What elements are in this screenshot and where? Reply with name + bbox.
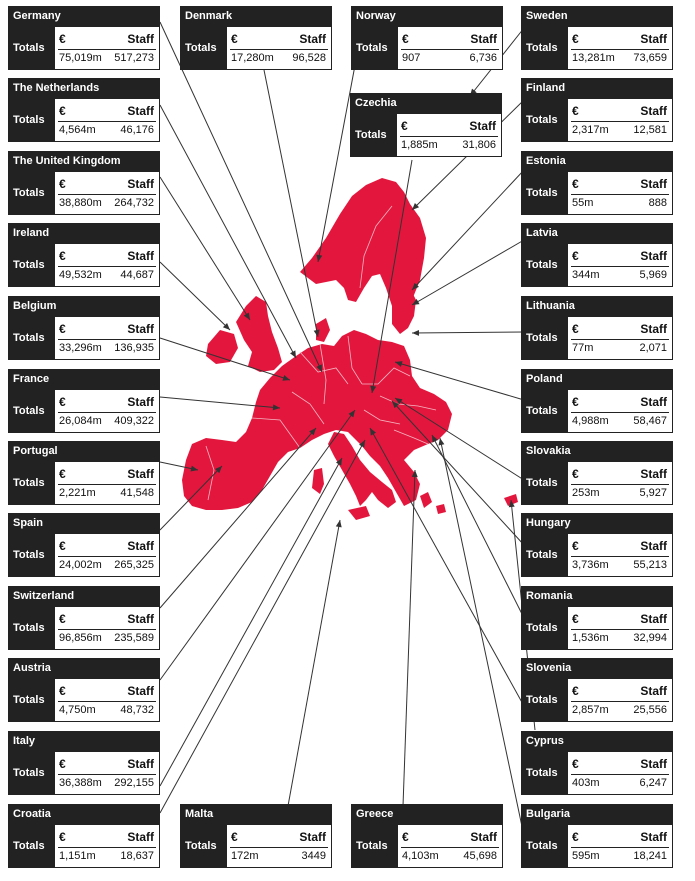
- staff-value: 2,071: [639, 342, 667, 354]
- euro-value: 2,317m: [572, 124, 609, 136]
- country-panel-portugal: [8, 441, 160, 505]
- country-name: Czechia: [350, 93, 502, 113]
- totals-label: Totals: [180, 26, 227, 70]
- divider: [58, 339, 156, 340]
- divider: [571, 49, 669, 50]
- currency-header: €: [572, 249, 579, 263]
- values-cell: [55, 171, 160, 215]
- divider: [571, 194, 669, 195]
- staff-value: 264,732: [114, 197, 154, 209]
- arrowhead-lithuania: [412, 330, 419, 336]
- staff-value: 292,155: [114, 777, 154, 789]
- staff-value: 73,659: [633, 52, 667, 64]
- country-name: Romania: [521, 586, 673, 606]
- country-name: Belgium: [8, 296, 160, 316]
- country-panel-norway: [351, 6, 503, 70]
- euro-value: 4,750m: [59, 704, 96, 716]
- staff-value: 31,806: [462, 139, 496, 151]
- currency-header: €: [59, 32, 66, 46]
- divider: [58, 484, 156, 485]
- country-panel-the-netherlands: [8, 78, 160, 142]
- euro-value: 4,564m: [59, 124, 96, 136]
- currency-header: €: [572, 684, 579, 698]
- currency-header: €: [572, 104, 579, 118]
- euro-value: 24,002m: [59, 559, 102, 571]
- divider: [230, 847, 328, 848]
- country-name: The Netherlands: [8, 78, 160, 98]
- divider: [58, 266, 156, 267]
- currency-header: €: [59, 612, 66, 626]
- divider: [230, 49, 328, 50]
- currency-header: €: [572, 177, 579, 191]
- country-panel-finland: [521, 78, 673, 142]
- leader-line-lithuania: [412, 332, 524, 333]
- values-cell: [55, 243, 160, 287]
- country-name: Switzerland: [8, 586, 160, 606]
- divider: [58, 701, 156, 702]
- values-cell: [55, 461, 160, 505]
- country-panel-croatia: [8, 804, 160, 868]
- euro-value: 3,736m: [572, 559, 609, 571]
- country-panel-sweden: [521, 6, 673, 70]
- currency-header: €: [572, 32, 579, 46]
- country-name: Slovakia: [521, 441, 673, 461]
- staff-value: 12,581: [633, 124, 667, 136]
- currency-header: €: [59, 395, 66, 409]
- euro-value: 344m: [572, 269, 600, 281]
- country-name: Latvia: [521, 223, 673, 243]
- staff-header: Staff: [127, 104, 154, 118]
- country-panel-italy: [8, 731, 160, 795]
- divider: [571, 556, 669, 557]
- currency-header: €: [59, 104, 66, 118]
- staff-header: Staff: [640, 539, 667, 553]
- totals-label: Totals: [8, 171, 55, 215]
- leader-line-greece: [403, 470, 415, 806]
- country-panel-spain: [8, 513, 160, 577]
- staff-header: Staff: [127, 612, 154, 626]
- country-name: Portugal: [8, 441, 160, 461]
- staff-header: Staff: [127, 395, 154, 409]
- totals-label: Totals: [521, 606, 568, 650]
- euro-value: 1,536m: [572, 632, 609, 644]
- euro-value: 36,388m: [59, 777, 102, 789]
- currency-header: €: [402, 830, 409, 844]
- arrowhead-malta: [336, 520, 342, 527]
- country-panel-france: [8, 369, 160, 433]
- staff-value: 44,687: [120, 269, 154, 281]
- currency-header: €: [59, 757, 66, 771]
- country-panel-greece: [351, 804, 503, 868]
- divider: [401, 49, 499, 50]
- country-name: Poland: [521, 369, 673, 389]
- staff-value: 41,548: [120, 487, 154, 499]
- staff-value: 517,273: [114, 52, 154, 64]
- totals-label: Totals: [351, 26, 398, 70]
- staff-header: Staff: [470, 830, 497, 844]
- totals-label: Totals: [521, 316, 568, 360]
- currency-header: €: [59, 684, 66, 698]
- country-panel-slovakia: [521, 441, 673, 505]
- divider: [58, 194, 156, 195]
- country-panel-belgium: [8, 296, 160, 360]
- staff-header: Staff: [640, 612, 667, 626]
- totals-label: Totals: [521, 533, 568, 577]
- divider: [571, 484, 669, 485]
- staff-header: Staff: [640, 177, 667, 191]
- staff-header: Staff: [640, 467, 667, 481]
- values-cell: [227, 26, 332, 70]
- staff-value: 3449: [301, 850, 326, 862]
- currency-header: €: [59, 322, 66, 336]
- country-name: Denmark: [180, 6, 332, 26]
- totals-label: Totals: [521, 243, 568, 287]
- staff-header: Staff: [127, 684, 154, 698]
- country-name: Norway: [351, 6, 503, 26]
- country-panel-germany: [8, 6, 160, 70]
- totals-label: Totals: [350, 113, 397, 157]
- euro-value: 26,084m: [59, 415, 102, 427]
- euro-value: 4,988m: [572, 415, 609, 427]
- divider: [58, 556, 156, 557]
- euro-value: 33,296m: [59, 342, 102, 354]
- currency-header: €: [59, 539, 66, 553]
- staff-value: 96,528: [292, 52, 326, 64]
- staff-header: Staff: [640, 757, 667, 771]
- values-cell: [55, 533, 160, 577]
- country-panel-switzerland: [8, 586, 160, 650]
- staff-value: 5,969: [639, 269, 667, 281]
- totals-label: Totals: [351, 824, 398, 868]
- currency-header: €: [572, 830, 579, 844]
- country-name: Germany: [8, 6, 160, 26]
- values-cell: [55, 606, 160, 650]
- divider: [571, 121, 669, 122]
- currency-header: €: [231, 32, 238, 46]
- country-panel-romania: [521, 586, 673, 650]
- country-panel-hungary: [521, 513, 673, 577]
- country-panel-bulgaria: [521, 804, 673, 868]
- values-cell: [55, 678, 160, 722]
- values-cell: [568, 606, 673, 650]
- staff-header: Staff: [640, 249, 667, 263]
- country-panel-ireland: [8, 223, 160, 287]
- euro-value: 1,151m: [59, 850, 96, 862]
- values-cell: [55, 316, 160, 360]
- currency-header: €: [572, 757, 579, 771]
- totals-label: Totals: [8, 98, 55, 142]
- country-name: Estonia: [521, 151, 673, 171]
- currency-header: €: [572, 467, 579, 481]
- staff-header: Staff: [640, 684, 667, 698]
- land-shape-11: [436, 504, 446, 514]
- land-shape-3: [236, 296, 282, 372]
- staff-value: 6,247: [639, 777, 667, 789]
- totals-label: Totals: [8, 606, 55, 650]
- country-panel-poland: [521, 369, 673, 433]
- euro-value: 96,856m: [59, 632, 102, 644]
- totals-label: Totals: [180, 824, 227, 868]
- staff-value: 888: [648, 197, 667, 209]
- values-cell: [568, 678, 673, 722]
- staff-header: Staff: [640, 322, 667, 336]
- leader-line-italy: [160, 458, 342, 786]
- country-panel-slovenia: [521, 658, 673, 722]
- staff-value: 18,241: [633, 850, 667, 862]
- country-panel-lithuania: [521, 296, 673, 360]
- staff-header: Staff: [299, 830, 326, 844]
- totals-label: Totals: [521, 824, 568, 868]
- staff-value: 136,935: [114, 342, 154, 354]
- totals-label: Totals: [521, 171, 568, 215]
- currency-header: €: [59, 177, 66, 191]
- divider: [58, 774, 156, 775]
- currency-header: €: [59, 467, 66, 481]
- staff-header: Staff: [127, 830, 154, 844]
- staff-value: 48,732: [120, 704, 154, 716]
- values-cell: [568, 316, 673, 360]
- euro-value: 403m: [572, 777, 600, 789]
- country-panel-czechia: [350, 93, 502, 157]
- totals-label: Totals: [521, 678, 568, 722]
- currency-header: €: [572, 539, 579, 553]
- divider: [58, 49, 156, 50]
- country-name: Malta: [180, 804, 332, 824]
- divider: [571, 412, 669, 413]
- staff-value: 5,927: [639, 487, 667, 499]
- country-name: Lithuania: [521, 296, 673, 316]
- euro-value: 75,019m: [59, 52, 102, 64]
- totals-label: Totals: [521, 461, 568, 505]
- euro-value: 253m: [572, 487, 600, 499]
- country-name: Slovenia: [521, 658, 673, 678]
- values-cell: [55, 98, 160, 142]
- country-name: France: [8, 369, 160, 389]
- divider: [571, 339, 669, 340]
- divider: [571, 266, 669, 267]
- staff-value: 46,176: [120, 124, 154, 136]
- totals-label: Totals: [8, 678, 55, 722]
- euro-value: 595m: [572, 850, 600, 862]
- staff-value: 25,556: [633, 704, 667, 716]
- currency-header: €: [59, 249, 66, 263]
- land-shape-8: [348, 506, 370, 520]
- euro-value: 13,281m: [572, 52, 615, 64]
- country-name: Austria: [8, 658, 160, 678]
- values-cell: [55, 751, 160, 795]
- divider: [400, 136, 498, 137]
- euro-value: 17,280m: [231, 52, 274, 64]
- values-cell: [568, 26, 673, 70]
- currency-header: €: [59, 830, 66, 844]
- staff-header: Staff: [640, 32, 667, 46]
- country-panel-latvia: [521, 223, 673, 287]
- staff-value: 6,736: [469, 52, 497, 64]
- divider: [571, 847, 669, 848]
- values-cell: [398, 824, 503, 868]
- country-name: Ireland: [8, 223, 160, 243]
- values-cell: [568, 461, 673, 505]
- country-panel-austria: [8, 658, 160, 722]
- totals-label: Totals: [521, 751, 568, 795]
- land-shape-10: [420, 492, 432, 508]
- leader-line-malta: [288, 520, 340, 806]
- values-cell: [55, 824, 160, 868]
- totals-label: Totals: [8, 751, 55, 795]
- land-shape-4: [206, 330, 238, 364]
- staff-value: 58,467: [633, 415, 667, 427]
- staff-value: 235,589: [114, 632, 154, 644]
- euro-value: 172m: [231, 850, 259, 862]
- values-cell: [55, 389, 160, 433]
- values-cell: [227, 824, 332, 868]
- currency-header: €: [572, 395, 579, 409]
- totals-label: Totals: [8, 243, 55, 287]
- leader-line-the-united-kingdom: [160, 177, 250, 320]
- land-shape-7: [312, 468, 324, 494]
- staff-header: Staff: [640, 395, 667, 409]
- totals-label: Totals: [8, 26, 55, 70]
- totals-label: Totals: [521, 26, 568, 70]
- country-panel-denmark: [180, 6, 332, 70]
- staff-header: Staff: [127, 32, 154, 46]
- staff-header: Staff: [127, 249, 154, 263]
- country-name: Italy: [8, 731, 160, 751]
- staff-header: Staff: [470, 32, 497, 46]
- totals-label: Totals: [521, 98, 568, 142]
- country-name: Finland: [521, 78, 673, 98]
- staff-header: Staff: [127, 177, 154, 191]
- values-cell: [568, 751, 673, 795]
- euro-value: 907: [402, 52, 421, 64]
- euro-value: 38,880m: [59, 197, 102, 209]
- values-cell: [568, 824, 673, 868]
- staff-header: Staff: [127, 467, 154, 481]
- euro-value: 2,857m: [572, 704, 609, 716]
- country-name: Hungary: [521, 513, 673, 533]
- country-name: The United Kingdom: [8, 151, 160, 171]
- totals-label: Totals: [8, 316, 55, 360]
- divider: [571, 629, 669, 630]
- values-cell: [568, 171, 673, 215]
- totals-label: Totals: [8, 461, 55, 505]
- leader-line-the-netherlands: [160, 105, 296, 358]
- values-cell: [397, 113, 502, 157]
- staff-header: Staff: [299, 32, 326, 46]
- staff-value: 265,325: [114, 559, 154, 571]
- divider: [58, 121, 156, 122]
- euro-value: 49,532m: [59, 269, 102, 281]
- euro-value: 55m: [572, 197, 594, 209]
- country-name: Croatia: [8, 804, 160, 824]
- euro-value: 4,103m: [402, 850, 439, 862]
- currency-header: €: [402, 32, 409, 46]
- staff-value: 409,322: [114, 415, 154, 427]
- divider: [401, 847, 499, 848]
- euro-value: 2,221m: [59, 487, 96, 499]
- values-cell: [398, 26, 503, 70]
- divider: [58, 847, 156, 848]
- country-panel-cyprus: [521, 731, 673, 795]
- country-panel-the-united-kingdom: [8, 151, 160, 215]
- totals-label: Totals: [8, 533, 55, 577]
- divider: [58, 629, 156, 630]
- divider: [571, 701, 669, 702]
- values-cell: [568, 98, 673, 142]
- staff-value: 32,994: [633, 632, 667, 644]
- country-name: Spain: [8, 513, 160, 533]
- staff-value: 55,213: [633, 559, 667, 571]
- currency-header: €: [231, 830, 238, 844]
- divider: [58, 412, 156, 413]
- staff-header: Staff: [127, 322, 154, 336]
- staff-header: Staff: [469, 119, 496, 133]
- totals-label: Totals: [521, 389, 568, 433]
- staff-header: Staff: [127, 539, 154, 553]
- leader-line-denmark: [264, 70, 318, 337]
- staff-value: 45,698: [463, 850, 497, 862]
- divider: [571, 774, 669, 775]
- country-name: Greece: [351, 804, 503, 824]
- staff-header: Staff: [640, 104, 667, 118]
- totals-label: Totals: [8, 824, 55, 868]
- values-cell: [55, 26, 160, 70]
- totals-label: Totals: [8, 389, 55, 433]
- country-panel-estonia: [521, 151, 673, 215]
- staff-value: 18,637: [120, 850, 154, 862]
- values-cell: [568, 389, 673, 433]
- country-name: Cyprus: [521, 731, 673, 751]
- country-name: Sweden: [521, 6, 673, 26]
- land-shape-5: [392, 288, 416, 334]
- arrowhead-bulgaria: [439, 438, 445, 445]
- values-cell: [568, 243, 673, 287]
- leader-line-romania: [432, 435, 524, 618]
- currency-header: €: [572, 322, 579, 336]
- staff-header: Staff: [640, 830, 667, 844]
- currency-header: €: [572, 612, 579, 626]
- values-cell: [568, 533, 673, 577]
- country-panel-malta: [180, 804, 332, 868]
- staff-header: Staff: [127, 757, 154, 771]
- euro-value: 77m: [572, 342, 594, 354]
- euro-value: 1,885m: [401, 139, 438, 151]
- currency-header: €: [401, 119, 408, 133]
- country-name: Bulgaria: [521, 804, 673, 824]
